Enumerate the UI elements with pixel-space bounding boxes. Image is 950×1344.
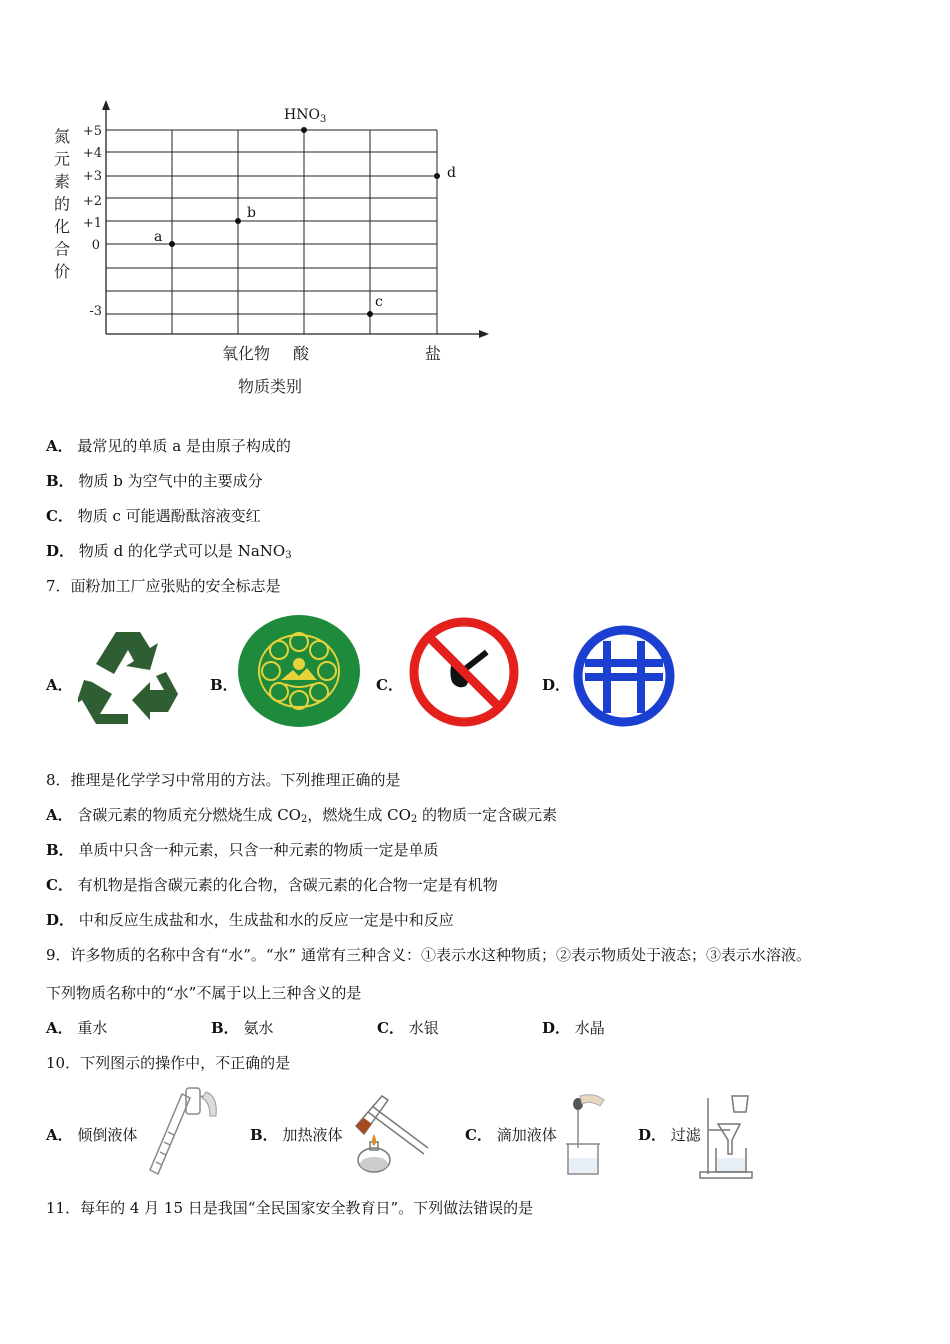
q9-stem-line1: 9．许多物质的名称中含有“水”。“水” 通常有三种含义：①表示水这种物质；②表示物质处于液态；③表示水溶液。 bbox=[46, 946, 811, 964]
q10-option-c[interactable]: C． 滴加液体 bbox=[465, 1126, 557, 1144]
q10-option-b[interactable]: B． 加热液体 bbox=[250, 1126, 343, 1144]
y-tick-labels bbox=[83, 124, 102, 319]
point-hno3 bbox=[301, 127, 307, 133]
q6-option-a[interactable]: A． 最常见的单质 a 是由原子构成的 bbox=[46, 437, 291, 455]
label-c: c bbox=[375, 294, 383, 310]
q6-option-c[interactable]: C． 物质 c 可能遇酚酞溶液变红 bbox=[46, 507, 261, 525]
y-tick: +3 bbox=[82, 169, 102, 184]
pouring-liquid-illustration bbox=[140, 1086, 220, 1178]
y-axis-label bbox=[54, 127, 70, 281]
q10-stem: 10．下列图示的操作中，不正确的是 bbox=[46, 1054, 291, 1072]
label-a: a bbox=[154, 229, 163, 245]
y-tick: -3 bbox=[89, 304, 102, 319]
y-axis-label-char: 的 bbox=[54, 194, 71, 214]
q9-option-b[interactable]: B． 氨水 bbox=[211, 1019, 274, 1037]
q7-option-d-label[interactable]: D． bbox=[542, 676, 571, 694]
x-tick-labels bbox=[222, 344, 441, 363]
y-axis-label-char: 素 bbox=[54, 172, 71, 191]
y-tick: +5 bbox=[82, 124, 102, 139]
q8-stem: 8．推理是化学学习中常用的方法。下列推理正确的是 bbox=[46, 771, 401, 789]
x-tick-acid: 酸 bbox=[292, 344, 310, 363]
point-labels bbox=[154, 107, 456, 310]
y-tick: +1 bbox=[82, 216, 102, 231]
q9-option-d[interactable]: D． 水晶 bbox=[542, 1019, 605, 1037]
label-b: b bbox=[247, 205, 256, 221]
y-tick: 0 bbox=[91, 238, 100, 253]
q8-option-d[interactable]: D． 中和反应生成盐和水，生成盐和水的反应一定是中和反应 bbox=[46, 911, 454, 929]
blue-emblem-icon[interactable] bbox=[573, 625, 675, 727]
recycle-icon[interactable] bbox=[78, 624, 188, 729]
q8-option-c[interactable]: C． 有机物是指含碳元素的化合物，含碳元素的化合物一定是有机物 bbox=[46, 876, 498, 894]
q6-option-d[interactable]: D． 物质 d 的化学式可以是 NaNO$_3$ bbox=[46, 542, 292, 561]
q10-option-a[interactable]: A． 倾倒液体 bbox=[46, 1126, 138, 1144]
y-tick: +2 bbox=[82, 194, 102, 209]
nitrogen-valence-chart bbox=[0, 0, 950, 420]
q10-option-d[interactable]: D． 过滤 bbox=[638, 1126, 701, 1144]
q8-option-b[interactable]: B． 单质中只含一种元素，只含一种元素的物质一定是单质 bbox=[46, 841, 439, 859]
y-axis-label-char: 元 bbox=[54, 149, 71, 169]
y-axis-label-char: 价 bbox=[54, 262, 71, 281]
q6-option-b[interactable]: B． 物质 b 为空气中的主要成分 bbox=[46, 472, 263, 490]
x-tick-salt: 盐 bbox=[424, 344, 442, 363]
q9-option-c[interactable]: C． 水银 bbox=[377, 1019, 439, 1037]
y-axis-label-char: 合 bbox=[54, 239, 71, 259]
x-axis-label: 物质类别 bbox=[237, 377, 303, 396]
point-a bbox=[169, 241, 175, 247]
q7-stem: 7．面粉加工厂应张贴的安全标志是 bbox=[46, 577, 281, 595]
x-tick-oxide: 氧化物 bbox=[221, 344, 271, 363]
q11-stem: 11．每年的 4 月 15 日是我国“全民国家安全教育日”。下列做法错误的是 bbox=[46, 1199, 534, 1217]
point-c bbox=[367, 311, 373, 317]
q8-option-a[interactable]: A． 含碳元素的物质充分燃烧生成 $CO_2$，燃烧生成 $CO_2$ 的物质一定含碳元素 bbox=[46, 806, 558, 825]
heating-liquid-illustration bbox=[342, 1086, 434, 1178]
filtration-illustration bbox=[694, 1092, 758, 1182]
dropping-liquid-illustration bbox=[560, 1090, 610, 1178]
q9-stem-line2: 下列物质名称中的“水”不属于以上三种含义的是 bbox=[46, 984, 362, 1002]
y-axis-label-char: 化 bbox=[54, 217, 71, 236]
y-axis-label-char: 氮 bbox=[54, 127, 71, 146]
q7-option-a-label[interactable]: A． bbox=[46, 676, 73, 694]
q9-option-a[interactable]: A． 重水 bbox=[46, 1019, 108, 1037]
label-hno3: $HNO_3$ bbox=[284, 107, 327, 125]
svg-text:氮元素的化合价 bbox=[54, 127, 70, 281]
q7-option-b-label[interactable]: B． bbox=[210, 676, 238, 694]
q7-option-c-label[interactable]: C． bbox=[376, 676, 403, 694]
y-tick: +4 bbox=[82, 146, 102, 161]
point-b bbox=[235, 218, 241, 224]
no-fire-icon[interactable] bbox=[408, 616, 520, 728]
point-d bbox=[434, 173, 440, 179]
label-d: d bbox=[447, 165, 456, 181]
environmental-label-icon[interactable] bbox=[237, 614, 361, 728]
axes bbox=[102, 100, 489, 338]
